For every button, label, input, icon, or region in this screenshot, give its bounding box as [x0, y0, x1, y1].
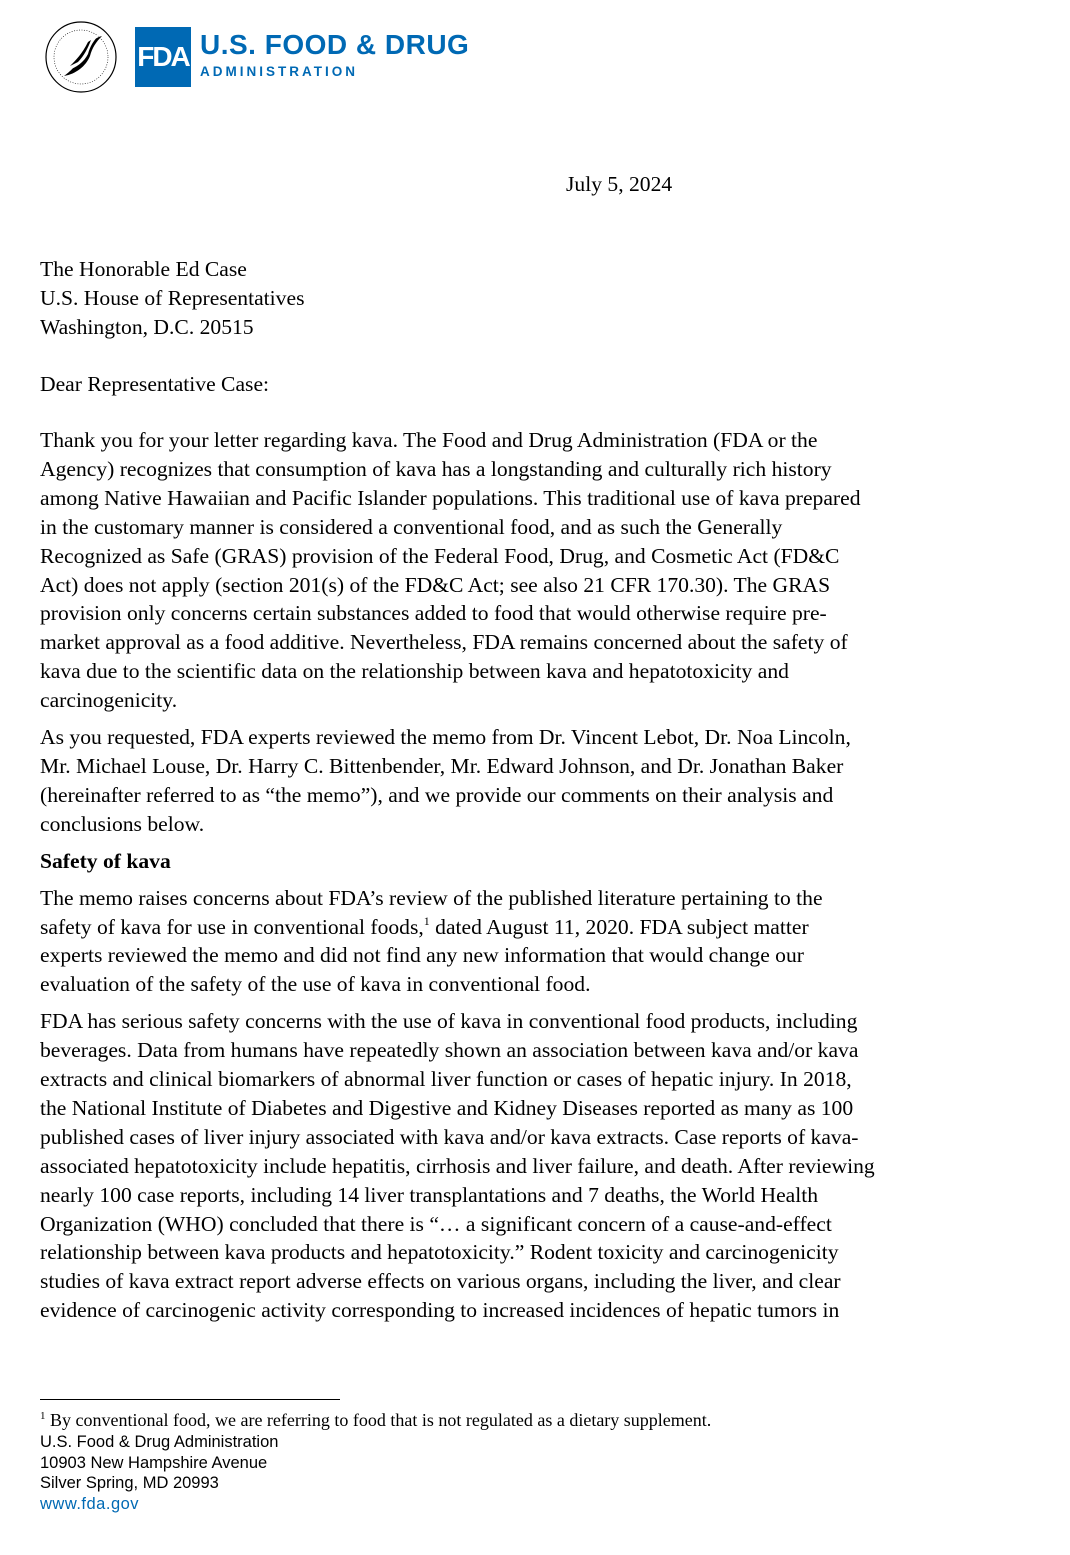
text-line: associated hepatotoxicity include hepatitis, cirrhosis and liver failure, and death. After reviewing: [40, 1153, 875, 1178]
text-line: relationship between kava products and hepatotoxicity.” Rodent toxicity and carcinogenicity: [40, 1240, 839, 1265]
text-line: published cases of liver injury associated with kava and/or kava extracts. Case reports of kava-: [40, 1124, 859, 1149]
footnote: [40, 1408, 711, 1432]
text-line: extracts and clinical biomarkers of abnormal liver function or cases of hepatic injury. In 2018,: [40, 1067, 852, 1092]
address-line: U.S. House of Representatives: [40, 285, 305, 310]
text-line: evaluation of the safety of the use of kava in conventional food.: [40, 972, 591, 997]
text-line: market approval as a food additive. Nevertheless, FDA remains concerned about the safety of: [40, 630, 848, 655]
text-line: nearly 100 case reports, including 14 liver transplantations and 7 deaths, the World Health: [40, 1182, 819, 1207]
letter-body: [40, 426, 1012, 1333]
paragraph-3: [40, 884, 1012, 1000]
text-line: Organization (WHO) concluded that there is “… a significant concern of a cause-and-effect: [40, 1211, 832, 1236]
paragraph-1: [40, 426, 1012, 715]
text-line: The memo raises concerns about FDA’s review of the published literature pertaining to the: [40, 885, 823, 910]
text-line: the National Institute of Diabetes and Digestive and Kidney Diseases reported as many as 100: [40, 1095, 854, 1120]
text-line: among Native Hawaiian and Pacific Islander populations. This traditional use of kava prepared: [40, 485, 861, 510]
text-line: Thank you for your letter regarding kava. The Food and Drug Administration (FDA or the: [40, 428, 818, 452]
hhs-seal-icon: [44, 18, 118, 96]
recipient-address: [40, 255, 304, 342]
text-line: experts reviewed the memo and did not find any new information that would change our: [40, 943, 804, 968]
text-segment: safety of kava for use in conventional foods,: [40, 914, 424, 939]
text-line: [40, 913, 1012, 942]
footnote-divider: [40, 1399, 340, 1400]
text-line: beverages. Data from humans have repeatedly shown an association between kava and/or kava: [40, 1038, 859, 1063]
letter-date: July 5, 2024: [566, 172, 673, 196]
text-line: FDA has serious safety concerns with the use of kava in conventional food products, including: [40, 1009, 858, 1034]
paragraph-4: [40, 1007, 1012, 1325]
salutation: Dear Representative Case:: [40, 372, 270, 396]
address-line: The Honorable Ed Case: [40, 257, 247, 281]
fda-logo-text: FDA: [137, 41, 189, 72]
text-line: conclusions below.: [40, 811, 205, 836]
footnote-text: By conventional food, we are referring to food that is not regulated as a dietary supplement.: [45, 1410, 712, 1430]
text-line: As you requested, FDA experts reviewed the memo from Dr. Vincent Lebot, Dr. Noa Lincoln,: [40, 725, 851, 750]
text-segment: dated August 11, 2020. FDA subject matter: [429, 914, 809, 939]
footnote-number: 1: [40, 1410, 46, 1422]
footer-street: 10903 New Hampshire Avenue: [40, 1453, 268, 1472]
section-heading: Safety of kava: [40, 848, 171, 873]
text-line: carcinogenicity.: [40, 688, 178, 713]
text-line: Mr. Michael Louse, Dr. Harry C. Bittenbender, Mr. Edward Johnson, and Dr. Jonathan Baker: [40, 753, 844, 778]
footnote-ref: 1: [423, 913, 430, 928]
wordmark-line2: ADMINISTRATION: [200, 64, 358, 79]
footer-org: U.S. Food & Drug Administration: [40, 1433, 279, 1451]
footer-address: [40, 1432, 278, 1514]
text-line: Agency) recognizes that consumption of kava has a longstanding and culturally rich history: [40, 456, 832, 481]
paragraph-2: [40, 723, 1012, 839]
text-line: provision only concerns certain substances added to food that would otherwise require pre-: [40, 601, 827, 626]
address-line: Washington, D.C. 20515: [40, 314, 254, 339]
footer-city: Silver Spring, MD 20993: [40, 1474, 219, 1492]
text-line: (hereinafter referred to as “the memo”), and we provide our comments on their analysis and: [40, 782, 834, 807]
text-line: Act) does not apply (section 201(s) of the FD&C Act; see also 21 CFR 170.30). The GRAS: [40, 572, 831, 597]
text-line: in the customary manner is considered a conventional food, and as such the Generally: [40, 514, 783, 539]
text-line: evidence of carcinogenic activity corresponding to increased incidences of hepatic tumors in: [40, 1298, 840, 1323]
text-line: Recognized as Safe (GRAS) provision of the Federal Food, Drug, and Cosmetic Act (FD&C: [40, 543, 840, 568]
footer-website-link[interactable]: www.fda.gov: [40, 1494, 140, 1513]
fda-logo-icon: [135, 27, 191, 87]
wordmark-line1: U.S. FOOD & DRUG: [200, 29, 470, 60]
text-line: studies of kava extract report adverse effects on various organs, including the liver, and clear: [40, 1269, 841, 1294]
fda-wordmark: [200, 29, 469, 81]
text-line: kava due to the scientific data on the relationship between kava and hepatotoxicity and: [40, 659, 789, 684]
